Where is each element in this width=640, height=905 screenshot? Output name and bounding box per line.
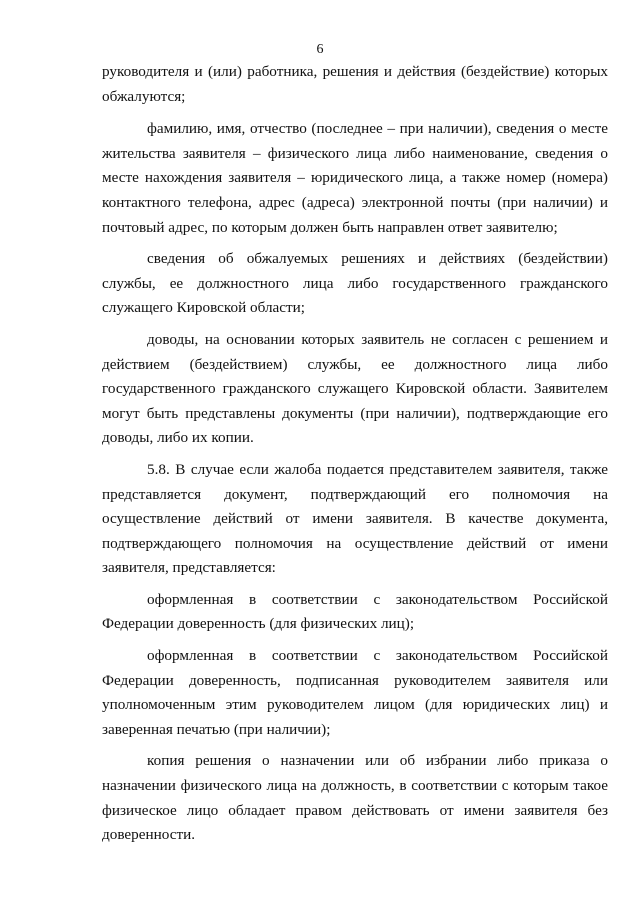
- paragraph-power-of-attorney-legal-entities: оформленная в соответствии с законодательством Российской Федерации доверенность, подписанная руководителем заявителя или уполномоченным этим руководителем лицом (для юридических лиц) и заверенная печатью (при наличии);: [102, 647, 608, 738]
- paragraph-arguments: доводы, на основании которых заявитель не согласен с решением и действием (бездействием) службы, ее должностного лица либо государственного гражданского служащего Кировской области. Заявителем могут быть представлены документы (при наличии), подтверждающие его доводы, либо их копии.: [102, 330, 608, 447]
- document-body: [102, 60, 608, 855]
- paragraph-section-5-8: 5.8. В случае если жалоба подается представителем заявителя, также представляется документ, подтверждающий его полномочия на осуществление действий от имени заявителя. В качестве документа, подтверждающего полномочия на осуществление действий от имени заявителя, представляется:: [102, 460, 608, 577]
- paragraph-appointment-copy: копия решения о назначении или об избрании либо приказа о назначении физического лица на должность, в соответствии с которым такое физическое лицо обладает правом действовать от имени заявителя без доверенности.: [102, 752, 608, 844]
- paragraph-applicant-details: фамилию, имя, отчество (последнее – при наличии), сведения о месте жительства заявителя – физического лица либо наименование, сведения о месте нахождения заявителя – юридического лица, а также номер (номера) контактного телефона, адрес (адреса) электронной почты (при наличии) и почтовый адрес, по которым должен быть направлен ответ заявителю;: [102, 120, 608, 236]
- page-number: 6: [316, 42, 324, 57]
- paragraph-appealed-decisions: сведения об обжалуемых решениях и действиях (бездействии) службы, ее должностного лица либо государственного гражданского служащего Кировской области;: [102, 250, 608, 317]
- paragraph-power-of-attorney-individuals: оформленная в соответствии с законодательством Российской Федерации доверенность (для физических лиц);: [102, 590, 608, 633]
- paragraph-continuation: руководителя и (или) работника, решения и действия (бездействие) которых обжалуются;: [102, 63, 608, 105]
